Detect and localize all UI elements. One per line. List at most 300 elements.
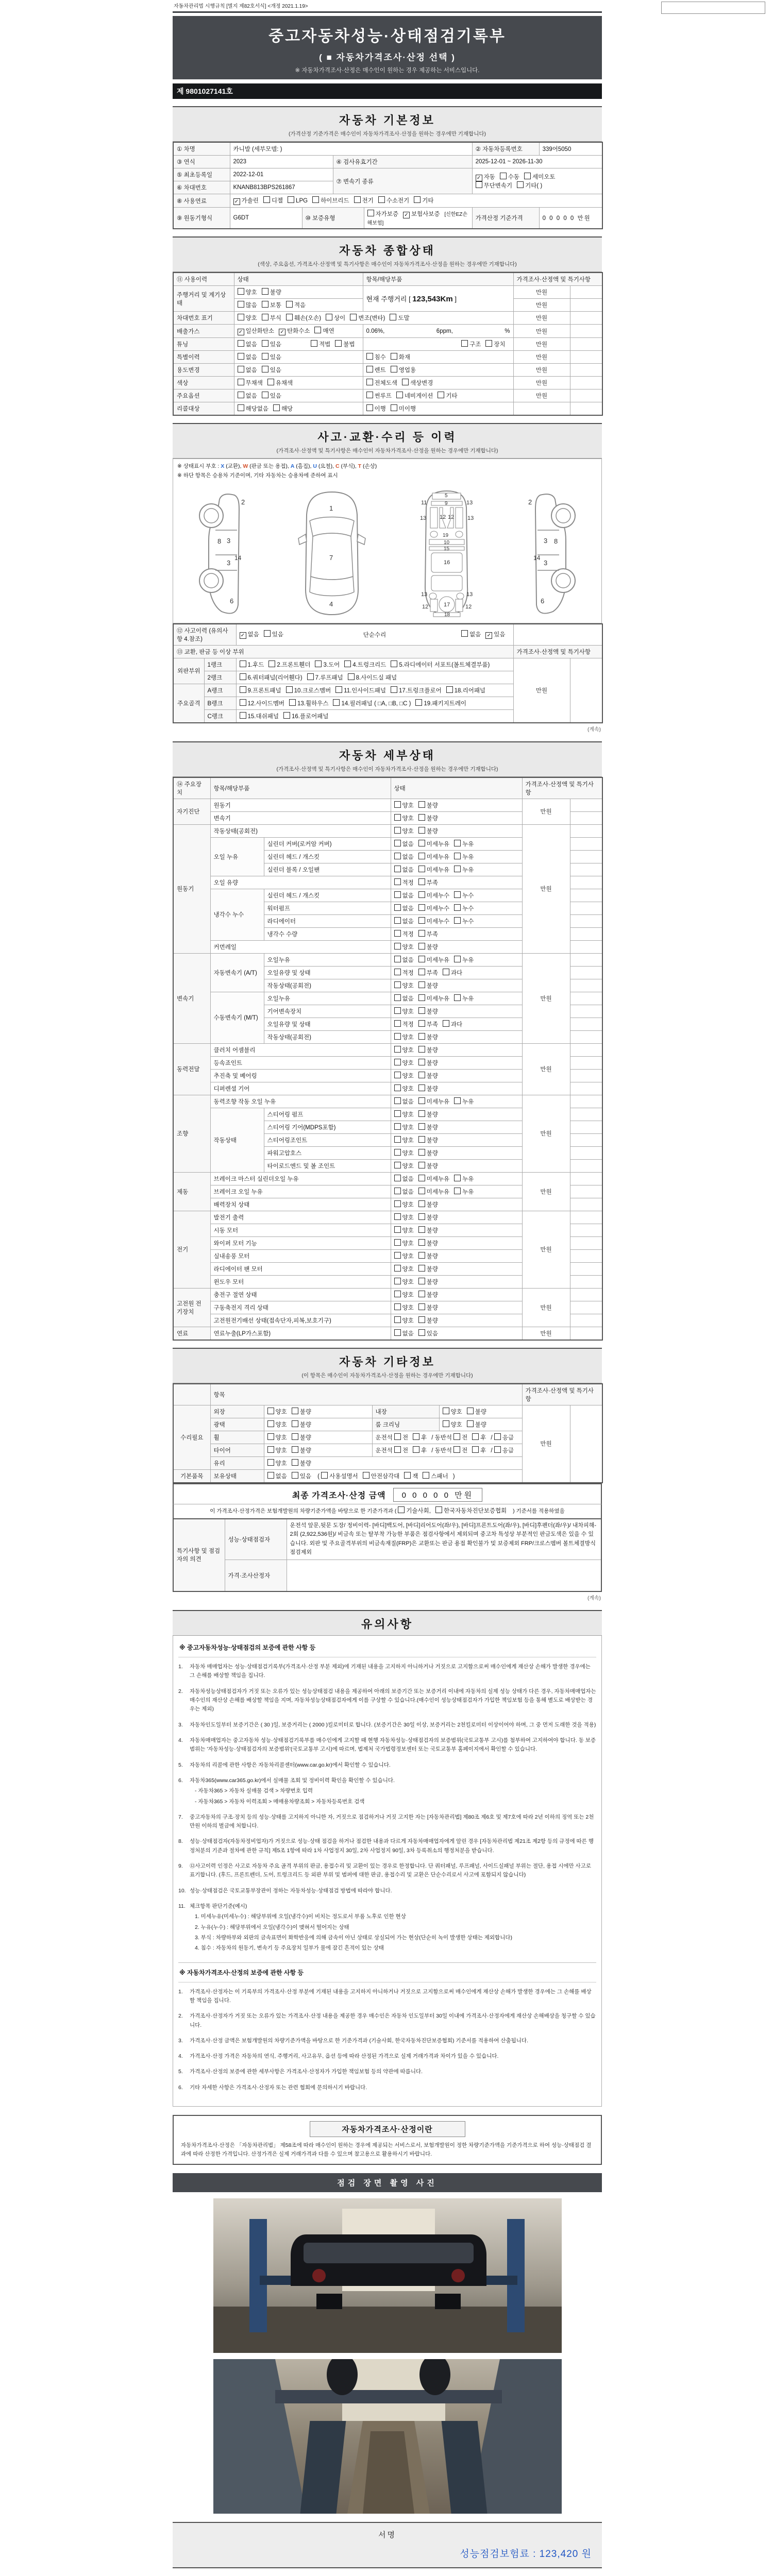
checkbox-box[interactable] — [418, 1020, 425, 1027]
checkbox-option[interactable] — [461, 630, 481, 638]
checkbox-option[interactable] — [435, 1506, 507, 1515]
checkbox-option[interactable] — [394, 1265, 414, 1273]
checkbox-box[interactable] — [418, 956, 425, 962]
checkbox-box[interactable] — [467, 1408, 474, 1414]
checkbox-box[interactable] — [394, 1252, 401, 1259]
checkbox-box[interactable] — [286, 686, 293, 693]
checkbox-option[interactable] — [238, 288, 257, 296]
checkbox-box[interactable]: ✓ — [476, 175, 482, 181]
checkbox-option[interactable] — [286, 686, 331, 694]
checkbox-option[interactable] — [418, 1059, 438, 1067]
checkbox-option[interactable] — [394, 1252, 414, 1260]
checkbox-box[interactable] — [267, 1459, 274, 1466]
checkbox-option[interactable] — [288, 196, 308, 204]
checkbox-box[interactable] — [348, 673, 355, 680]
checkbox-option[interactable] — [394, 1175, 414, 1183]
checkbox-option[interactable] — [321, 1472, 358, 1480]
checkbox-option[interactable] — [267, 1420, 287, 1429]
checkbox-option[interactable] — [394, 1433, 408, 1442]
checkbox-box[interactable] — [394, 878, 401, 885]
checkbox-option[interactable] — [453, 1446, 467, 1454]
checkbox-option[interactable] — [292, 1459, 311, 1467]
checkbox-option[interactable] — [524, 173, 555, 181]
checkbox-option[interactable] — [394, 1007, 414, 1015]
checkbox-option[interactable] — [238, 392, 257, 400]
checkbox-box[interactable] — [262, 301, 268, 308]
checkbox-option[interactable] — [418, 1097, 449, 1106]
checkbox-box[interactable] — [438, 392, 444, 398]
checkbox-option[interactable] — [292, 1420, 311, 1429]
checkbox-option[interactable] — [418, 1239, 438, 1247]
checkbox-box[interactable] — [396, 392, 403, 398]
checkbox-box[interactable] — [394, 930, 401, 937]
checkbox-option[interactable] — [467, 1420, 486, 1429]
checkbox-box[interactable]: ✓ — [279, 329, 285, 335]
checkbox-box[interactable] — [394, 1033, 401, 1040]
checkbox-option[interactable] — [454, 904, 474, 912]
checkbox-box[interactable] — [394, 981, 401, 988]
checkbox-box[interactable] — [394, 956, 401, 962]
checkbox-box[interactable] — [454, 840, 461, 846]
checkbox-box[interactable] — [418, 827, 425, 834]
checkbox-option[interactable] — [394, 956, 414, 964]
checkbox-box[interactable] — [390, 314, 396, 320]
checkbox-option[interactable] — [418, 981, 438, 990]
checkbox-box[interactable] — [404, 1472, 411, 1479]
checkbox-box[interactable] — [394, 1291, 401, 1297]
checkbox-option[interactable] — [292, 1433, 311, 1442]
checkbox-option[interactable] — [240, 686, 281, 694]
checkbox-box[interactable]: ✓ — [403, 212, 410, 218]
checkbox-option[interactable] — [418, 904, 449, 912]
checkbox-option[interactable] — [394, 1226, 414, 1234]
checkbox-box[interactable] — [262, 366, 268, 372]
checkbox-box[interactable] — [267, 1472, 274, 1479]
checkbox-option[interactable] — [262, 288, 281, 296]
checkbox-option[interactable] — [418, 827, 438, 835]
checkbox-box[interactable] — [454, 1175, 461, 1181]
checkbox-box[interactable] — [418, 1265, 425, 1272]
checkbox-option[interactable] — [418, 956, 449, 964]
checkbox-option[interactable] — [267, 1459, 287, 1467]
checkbox-box[interactable] — [454, 994, 461, 1001]
checkbox-box[interactable] — [394, 1200, 401, 1207]
checkbox-option[interactable] — [394, 1110, 414, 1118]
checkbox-box[interactable] — [238, 340, 244, 347]
checkbox-box[interactable] — [394, 1059, 401, 1065]
checkbox-box[interactable] — [418, 981, 425, 988]
checkbox-box[interactable] — [394, 943, 401, 950]
checkbox-box[interactable] — [267, 1408, 274, 1414]
checkbox-box[interactable] — [240, 673, 246, 680]
checkbox-box[interactable] — [418, 1200, 425, 1207]
checkbox-option[interactable] — [494, 1433, 514, 1442]
checkbox-option[interactable] — [461, 340, 481, 348]
checkbox-box[interactable] — [240, 686, 246, 693]
checkbox-option[interactable] — [262, 314, 281, 322]
checkbox-box[interactable] — [394, 1433, 401, 1440]
checkbox-box[interactable] — [418, 1175, 425, 1181]
checkbox-box[interactable] — [240, 660, 246, 667]
checkbox-option[interactable] — [238, 404, 268, 413]
checkbox-option[interactable] — [394, 1446, 408, 1454]
checkbox-box[interactable] — [314, 327, 321, 333]
checkbox-option[interactable] — [394, 1162, 414, 1170]
checkbox-option[interactable] — [418, 917, 449, 925]
checkbox-box[interactable] — [394, 1097, 401, 1104]
checkbox-box[interactable] — [394, 853, 401, 859]
checkbox-option[interactable] — [418, 1252, 438, 1260]
checkbox-option[interactable] — [315, 660, 340, 669]
checkbox-box[interactable] — [467, 1420, 474, 1427]
checkbox-box[interactable] — [391, 660, 397, 667]
checkbox-option[interactable] — [454, 853, 474, 861]
checkbox-box[interactable] — [414, 196, 421, 203]
checkbox-box[interactable] — [238, 366, 244, 372]
checkbox-option[interactable] — [418, 1033, 438, 1041]
checkbox-option[interactable] — [394, 1291, 414, 1299]
checkbox-box[interactable] — [394, 969, 401, 975]
checkbox-option[interactable] — [394, 1084, 414, 1093]
checkbox-box[interactable] — [267, 1433, 274, 1440]
checkbox-option[interactable] — [292, 1472, 311, 1480]
checkbox-box[interactable] — [418, 1316, 425, 1323]
checkbox-box[interactable] — [394, 1226, 401, 1233]
checkbox-option[interactable] — [366, 404, 386, 413]
checkbox-option[interactable] — [238, 340, 257, 348]
checkbox-box[interactable] — [443, 969, 449, 975]
checkbox-option[interactable] — [418, 1110, 438, 1118]
checkbox-box[interactable] — [366, 353, 373, 360]
checkbox-option[interactable] — [378, 196, 409, 205]
checkbox-box[interactable] — [312, 196, 319, 203]
checkbox-box[interactable] — [378, 196, 385, 203]
checkbox-box[interactable] — [454, 891, 461, 898]
checkbox-option[interactable] — [423, 1472, 448, 1480]
checkbox-option[interactable] — [394, 1239, 414, 1247]
checkbox-option[interactable] — [279, 327, 310, 335]
checkbox-box[interactable] — [366, 392, 373, 398]
checkbox-box[interactable] — [394, 1265, 401, 1272]
checkbox-option[interactable] — [394, 891, 414, 900]
checkbox-box[interactable] — [262, 353, 268, 360]
checkbox-option[interactable] — [267, 1408, 287, 1416]
checkbox-box[interactable] — [292, 1472, 298, 1479]
checkbox-option[interactable] — [367, 210, 398, 218]
checkbox-option[interactable] — [418, 1084, 438, 1093]
checkbox-option[interactable] — [418, 930, 438, 938]
checkbox-box[interactable] — [398, 1506, 405, 1513]
checkbox-box[interactable] — [394, 1110, 401, 1117]
checkbox-option[interactable] — [454, 1188, 474, 1196]
checkbox-box[interactable] — [238, 288, 244, 295]
checkbox-option[interactable] — [238, 301, 257, 309]
checkbox-box[interactable] — [418, 904, 425, 911]
checkbox-box[interactable] — [262, 314, 268, 320]
checkbox-option[interactable] — [394, 1188, 414, 1196]
checkbox-box[interactable] — [454, 917, 461, 924]
checkbox-box[interactable]: ✓ — [240, 632, 246, 639]
checkbox-option[interactable] — [391, 404, 416, 413]
checkbox-option[interactable] — [453, 1433, 467, 1442]
checkbox-option[interactable] — [404, 1472, 418, 1480]
checkbox-box[interactable] — [333, 699, 340, 706]
checkbox-option[interactable] — [350, 314, 385, 322]
checkbox-option[interactable] — [394, 801, 414, 809]
checkbox-option[interactable] — [476, 181, 513, 190]
checkbox-option[interactable] — [390, 314, 409, 322]
checkbox-box[interactable] — [394, 1020, 401, 1027]
checkbox-option[interactable] — [438, 392, 457, 400]
checkbox-option[interactable] — [454, 917, 474, 925]
checkbox-box[interactable] — [311, 340, 317, 347]
checkbox-box[interactable] — [238, 379, 244, 385]
checkbox-option[interactable] — [454, 1097, 474, 1106]
checkbox-box[interactable] — [415, 699, 422, 706]
checkbox-option[interactable] — [394, 878, 414, 887]
checkbox-box[interactable] — [524, 173, 531, 179]
checkbox-box[interactable] — [418, 930, 425, 937]
checkbox-box[interactable] — [350, 314, 357, 320]
checkbox-option[interactable] — [394, 1329, 414, 1337]
checkbox-option[interactable] — [262, 340, 281, 348]
checkbox-option[interactable] — [344, 660, 386, 669]
checkbox-box[interactable] — [418, 1084, 425, 1091]
checkbox-box[interactable] — [273, 404, 280, 411]
checkbox-option[interactable] — [398, 1506, 431, 1515]
checkbox-box[interactable] — [394, 1007, 401, 1014]
checkbox-box[interactable] — [476, 181, 482, 188]
checkbox-option[interactable] — [394, 917, 414, 925]
checkbox-box[interactable]: ✓ — [485, 632, 492, 639]
checkbox-option[interactable] — [443, 1408, 462, 1416]
checkbox-option[interactable] — [333, 699, 411, 707]
checkbox-option[interactable] — [446, 686, 485, 694]
checkbox-option[interactable] — [418, 1278, 438, 1286]
checkbox-box[interactable] — [418, 943, 425, 950]
checkbox-option[interactable] — [418, 943, 438, 951]
checkbox-option[interactable] — [485, 340, 505, 348]
checkbox-option[interactable] — [394, 1316, 414, 1325]
checkbox-option[interactable] — [396, 392, 433, 400]
checkbox-box[interactable] — [446, 686, 453, 693]
checkbox-box[interactable] — [472, 1433, 479, 1440]
checkbox-option[interactable] — [394, 904, 414, 912]
checkbox-box[interactable] — [418, 1097, 425, 1104]
checkbox-box[interactable] — [494, 1446, 501, 1453]
checkbox-option[interactable] — [454, 840, 474, 848]
checkbox-box[interactable] — [418, 1110, 425, 1117]
checkbox-option[interactable] — [403, 210, 440, 218]
checkbox-option[interactable] — [394, 1200, 414, 1209]
checkbox-option[interactable] — [238, 379, 263, 387]
checkbox-option[interactable] — [485, 630, 505, 639]
checkbox-option[interactable] — [238, 314, 257, 322]
checkbox-option[interactable] — [262, 366, 281, 374]
checkbox-option[interactable] — [413, 1433, 427, 1442]
checkbox-option[interactable] — [443, 1420, 462, 1429]
checkbox-option[interactable] — [418, 878, 438, 887]
checkbox-option[interactable] — [312, 196, 349, 205]
checkbox-box[interactable] — [394, 1046, 401, 1053]
checkbox-box[interactable] — [366, 379, 373, 385]
checkbox-box[interactable] — [354, 196, 361, 203]
checkbox-option[interactable] — [267, 1433, 287, 1442]
checkbox-box[interactable] — [472, 1446, 479, 1453]
checkbox-box[interactable] — [367, 210, 374, 216]
checkbox-box[interactable] — [240, 699, 246, 706]
checkbox-option[interactable] — [363, 1472, 400, 1480]
checkbox-box[interactable] — [267, 1420, 274, 1427]
checkbox-box[interactable] — [418, 1136, 425, 1143]
checkbox-option[interactable] — [418, 814, 438, 822]
checkbox-option[interactable] — [354, 196, 374, 205]
checkbox-option[interactable] — [233, 196, 259, 205]
checkbox-box[interactable] — [461, 630, 468, 637]
checkbox-box[interactable] — [267, 379, 274, 385]
checkbox-option[interactable] — [391, 366, 416, 374]
checkbox-option[interactable] — [394, 1059, 414, 1067]
checkbox-option[interactable] — [413, 1446, 427, 1454]
checkbox-option[interactable] — [394, 840, 414, 848]
checkbox-box[interactable]: ✓ — [238, 329, 244, 335]
checkbox-box[interactable] — [391, 404, 397, 411]
checkbox-box[interactable] — [418, 1046, 425, 1053]
checkbox-box[interactable] — [292, 1446, 298, 1453]
checkbox-box[interactable] — [288, 196, 294, 203]
checkbox-option[interactable] — [262, 353, 281, 361]
checkbox-box[interactable] — [262, 392, 268, 398]
checkbox-box[interactable] — [418, 878, 425, 885]
checkbox-option[interactable] — [263, 196, 283, 205]
checkbox-option[interactable] — [394, 1072, 414, 1080]
checkbox-option[interactable] — [467, 1408, 486, 1416]
checkbox-option[interactable] — [418, 1226, 438, 1234]
checkbox-option[interactable] — [394, 827, 414, 835]
checkbox-box[interactable] — [394, 1329, 401, 1336]
checkbox-option[interactable] — [311, 340, 330, 348]
checkbox-box[interactable] — [394, 904, 401, 911]
checkbox-option[interactable] — [307, 673, 343, 682]
checkbox-box[interactable] — [307, 673, 314, 680]
checkbox-option[interactable] — [472, 1433, 486, 1442]
checkbox-option[interactable] — [418, 1020, 438, 1028]
checkbox-option[interactable] — [366, 366, 386, 374]
checkbox-box[interactable] — [321, 1472, 328, 1479]
checkbox-option[interactable] — [418, 853, 449, 861]
checkbox-option[interactable] — [415, 699, 466, 707]
checkbox-box[interactable] — [394, 1084, 401, 1091]
checkbox-box[interactable] — [413, 1433, 419, 1440]
checkbox-box[interactable] — [289, 699, 296, 706]
checkbox-option[interactable] — [268, 660, 310, 669]
checkbox-option[interactable] — [267, 379, 293, 387]
checkbox-option[interactable] — [418, 866, 449, 874]
checkbox-box[interactable] — [363, 1472, 369, 1479]
checkbox-option[interactable] — [418, 1213, 438, 1222]
checkbox-option[interactable] — [394, 981, 414, 990]
checkbox-option[interactable] — [418, 1136, 438, 1144]
checkbox-box[interactable] — [418, 866, 425, 872]
checkbox-box[interactable] — [292, 1433, 298, 1440]
checkbox-option[interactable] — [394, 1123, 414, 1131]
checkbox-box[interactable] — [517, 181, 524, 188]
checkbox-box[interactable] — [366, 404, 373, 411]
checkbox-box[interactable] — [292, 1459, 298, 1466]
checkbox-box[interactable] — [394, 1123, 401, 1130]
checkbox-option[interactable] — [418, 801, 438, 809]
checkbox-box[interactable] — [238, 314, 244, 320]
checkbox-box[interactable] — [394, 1316, 401, 1323]
checkbox-box[interactable] — [394, 917, 401, 924]
checkbox-box[interactable] — [443, 1020, 449, 1027]
checkbox-option[interactable] — [391, 353, 410, 361]
checkbox-option[interactable] — [418, 1046, 438, 1054]
checkbox-box[interactable] — [394, 1213, 401, 1220]
checkbox-option[interactable] — [494, 1446, 514, 1454]
checkbox-option[interactable] — [418, 1303, 438, 1312]
checkbox-option[interactable] — [418, 1162, 438, 1170]
checkbox-box[interactable] — [264, 630, 271, 637]
checkbox-option[interactable] — [391, 660, 490, 669]
checkbox-box[interactable] — [418, 1188, 425, 1194]
checkbox-option[interactable] — [348, 673, 397, 682]
checkbox-option[interactable] — [454, 1175, 474, 1183]
checkbox-box[interactable] — [443, 1408, 449, 1414]
checkbox-box[interactable] — [391, 366, 397, 372]
checkbox-option[interactable] — [500, 173, 519, 181]
checkbox-option[interactable] — [240, 660, 264, 669]
checkbox-option[interactable] — [240, 699, 285, 707]
checkbox-box[interactable] — [418, 814, 425, 821]
checkbox-option[interactable] — [394, 1149, 414, 1157]
checkbox-box[interactable] — [454, 853, 461, 859]
checkbox-box[interactable] — [394, 866, 401, 872]
checkbox-box[interactable] — [315, 660, 322, 667]
checkbox-box[interactable] — [394, 994, 401, 1001]
checkbox-option[interactable] — [394, 1097, 414, 1106]
checkbox-box[interactable] — [494, 1433, 501, 1440]
checkbox-box[interactable] — [335, 686, 342, 693]
checkbox-option[interactable] — [394, 994, 414, 1003]
checkbox-box[interactable] — [418, 853, 425, 859]
checkbox-option[interactable] — [394, 1020, 414, 1028]
checkbox-option[interactable] — [394, 1303, 414, 1312]
checkbox-box[interactable] — [394, 1136, 401, 1143]
checkbox-box[interactable] — [418, 1303, 425, 1310]
checkbox-option[interactable] — [286, 301, 306, 309]
checkbox-option[interactable] — [394, 943, 414, 951]
checkbox-box[interactable] — [418, 840, 425, 846]
checkbox-box[interactable] — [418, 969, 425, 975]
checkbox-option[interactable] — [418, 1123, 438, 1131]
checkbox-box[interactable] — [418, 891, 425, 898]
checkbox-box[interactable] — [394, 814, 401, 821]
checkbox-box[interactable] — [454, 904, 461, 911]
checkbox-box[interactable] — [418, 1162, 425, 1168]
checkbox-box[interactable] — [394, 1072, 401, 1078]
checkbox-box[interactable] — [418, 1252, 425, 1259]
checkbox-option[interactable] — [394, 814, 414, 822]
checkbox-option[interactable] — [286, 314, 321, 322]
checkbox-box[interactable] — [443, 1420, 449, 1427]
checkbox-option[interactable] — [394, 1046, 414, 1054]
checkbox-box[interactable] — [394, 801, 401, 808]
checkbox-box[interactable] — [418, 917, 425, 924]
checkbox-box[interactable] — [292, 1408, 298, 1414]
checkbox-box[interactable] — [394, 1446, 401, 1453]
checkbox-option[interactable] — [394, 930, 414, 938]
